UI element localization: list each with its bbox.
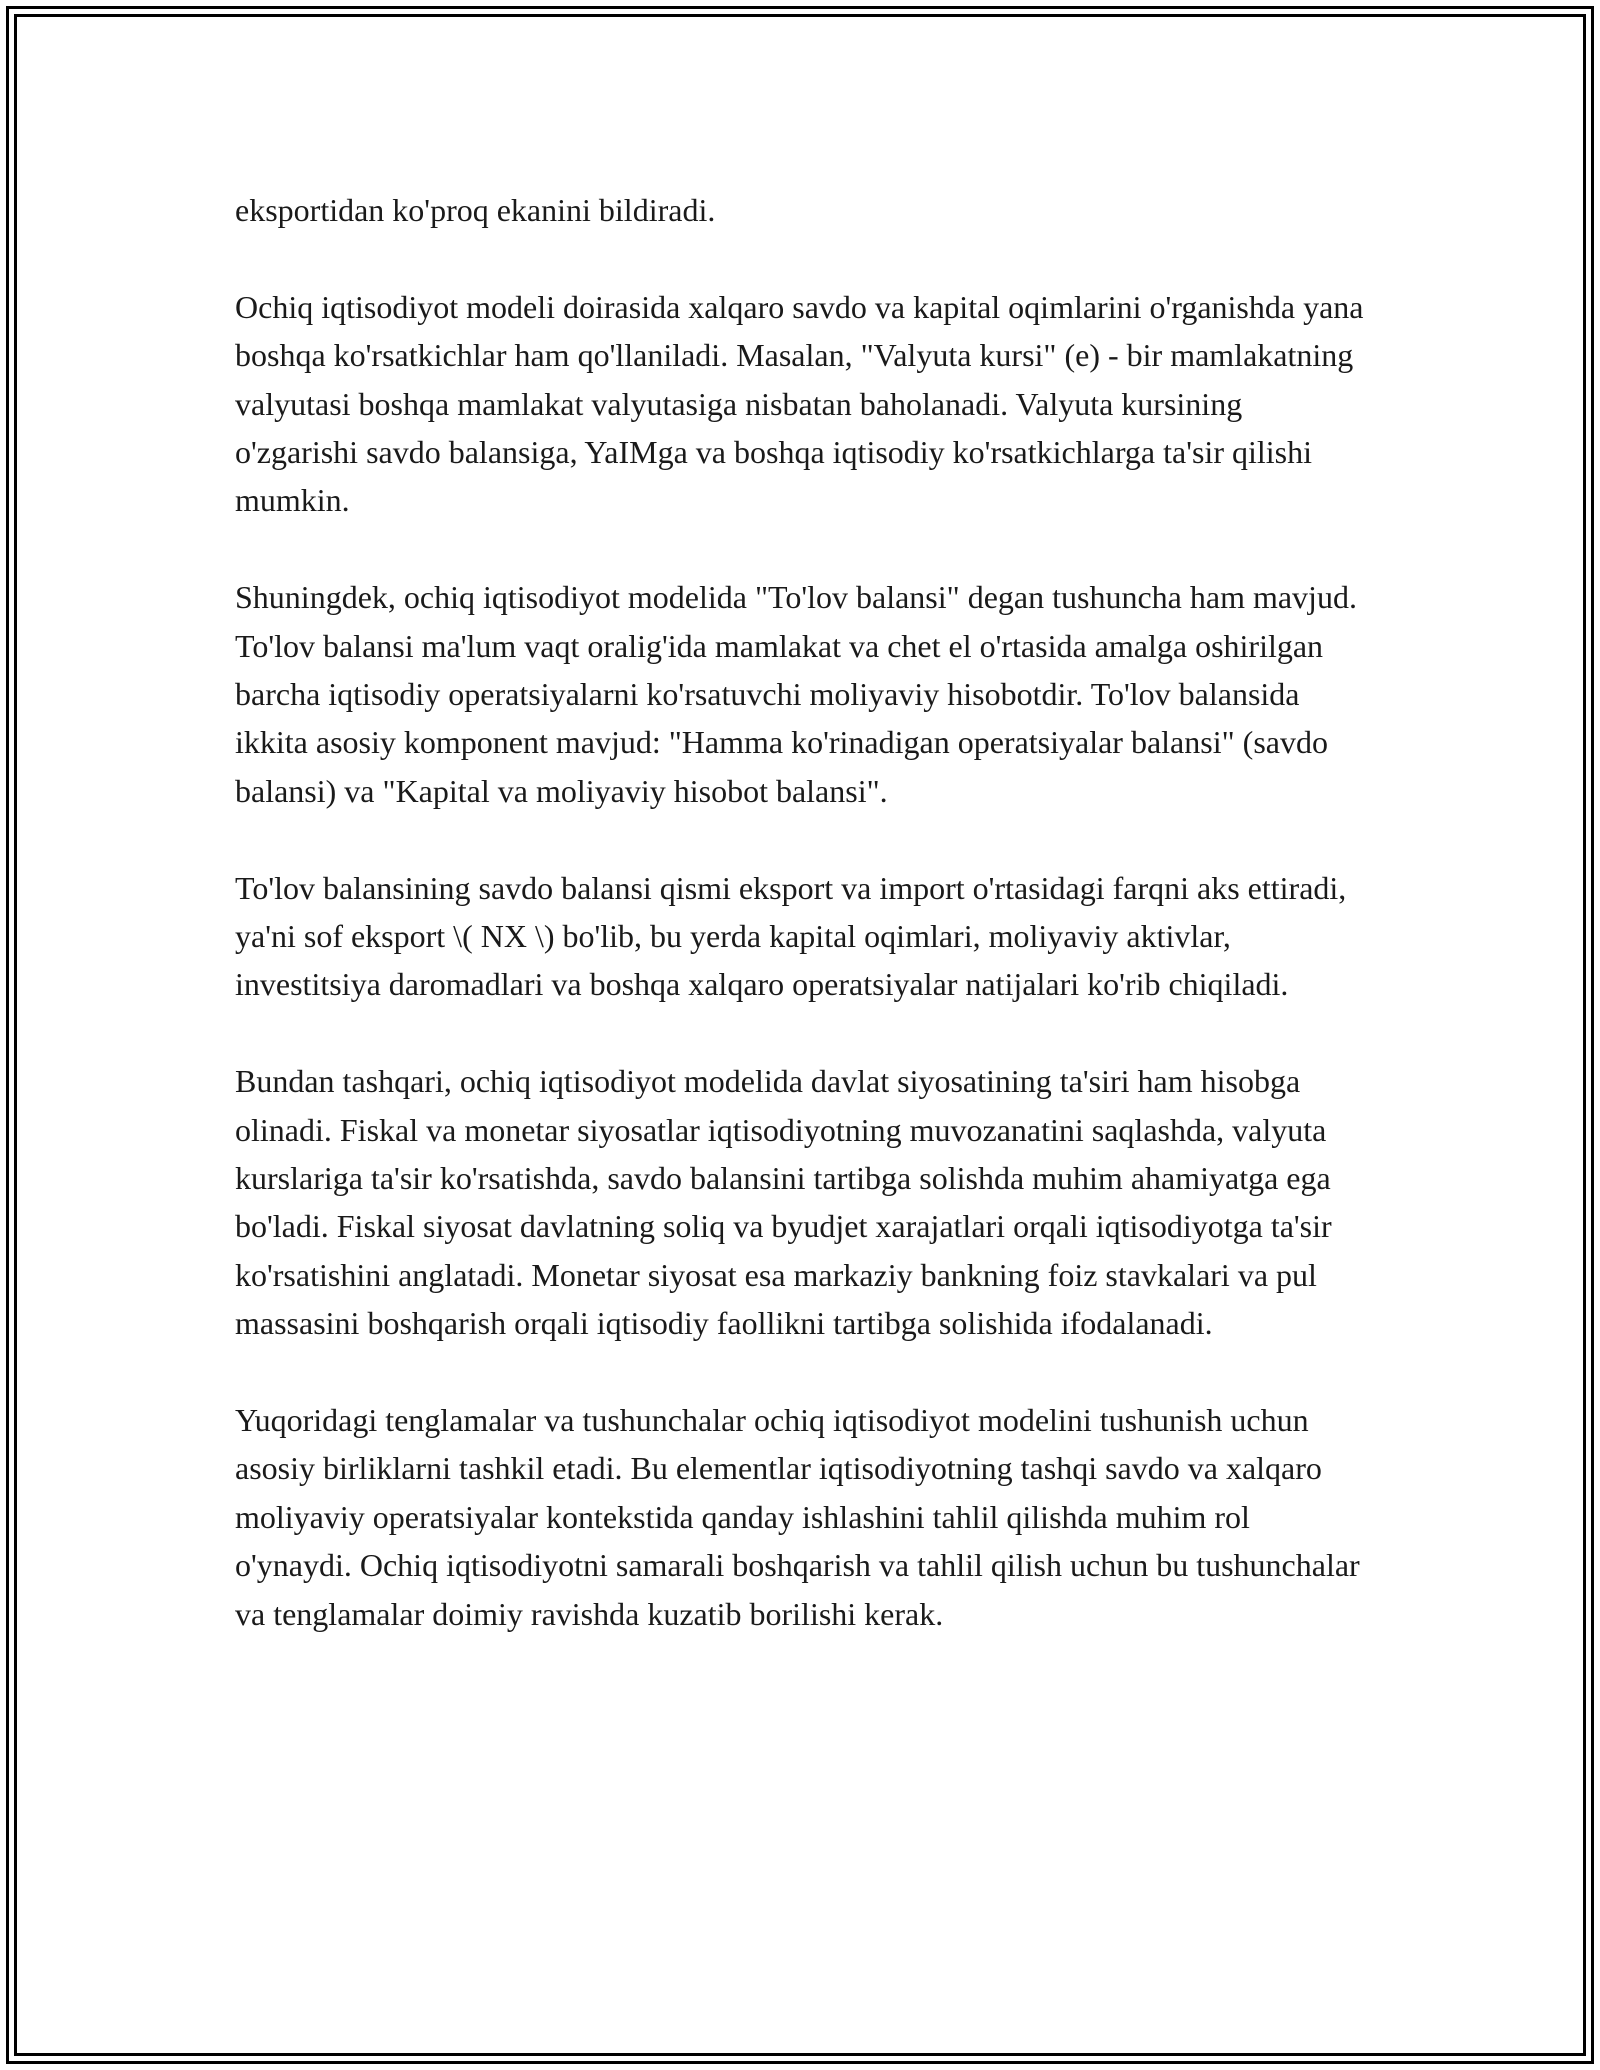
- paragraph-continuation: eksportidan ko'proq ekanini bildiradi.: [235, 192, 716, 228]
- paragraph-government-policy: Bundan tashqari, ochiq iqtisodiyot modelida davlat siyosatining ta'siri ham hisobga olinadi. Fiskal va monetar siyosatlar iqtisodiyotning muvozanatini saqlashda, valyuta kurslariga ta'sir ko'rsatishda, savdo balansini tartibga solishda muhim ahamiyatga ega bo'ladi. Fiskal siyosat davlatning soliq va byudjet xarajatlari orqali iqtisodiyotga ta'sir ko'rsatishini anglatadi. Monetar siyosat esa markaziy bankning foiz stavkalari va pul massasini boshqarish orqali iqtisodiy faollikni tartibga solishida ifodalanadi.: [235, 1063, 1332, 1342]
- paragraph-exchange-rate: Ochiq iqtisodiyot modeli doirasida xalqaro savdo va kapital oqimlarini o'rganishda yana boshqa ko'rsatkichlar ham qo'llaniladi. Masalan, "Valyuta kursi" (e) - bir mamlakatning valyutasi boshqa mamlakat valyutasiga nisbatan baholanadi. Valyuta kursining o'zgarishi savdo balansiga, YaIMga va boshqa iqtisodiy ko'rsatkichlarga ta'sir qilishi mumkin.: [235, 288, 1364, 519]
- paragraph-trade-balance: To'lov balansining savdo balansi qismi eksport va import o'rtasidagi farqni aks ettiradi, ya'ni sof eksport \( NX \) bo'lib, bu yerda kapital oqimlari, moliyaviy aktivlar, investitsiya daromadlari va boshqa xalqaro operatsiyalar natijalari ko'rib chiqiladi.: [235, 869, 1347, 1003]
- paragraph-balance-of-payments: Shuningdek, ochiq iqtisodiyot modelida "To'lov balansi" degan tushuncha ham mavjud. To'lov balansi ma'lum vaqt oralig'ida mamlakat va chet el o'rtasida amalga oshirilgan barcha iqtisodiy operatsiyalarni ko'rsatuvchi moliyaviy hisobotdir. To'lov balansida ikkita asosiy komponent mavjud: "Hamma ko'rinadigan operatsiyalar balansi" (savdo balansi) va "Kapital va moliyaviy hisobot balansi".: [235, 579, 1357, 809]
- document-body: [235, 186, 1370, 1687]
- paragraph-conclusion: Yuqoridagi tenglamalar va tushunchalar ochiq iqtisodiyot modelini tushunish uchun asosiy birliklarni tashkil etadi. Bu elementlar iqtisodiyotning tashqi savdo va xalqaro moliyaviy operatsiyalar kontekstida qanday ishlashini tahlil qilishda muhim rol o'ynaydi. Ochiq iqtisodiyotni samarali boshqarish va tahlil qilish uchun bu tushunchalar va tenglamalar doimiy ravishda kuzatib borilishi kerak.: [235, 1402, 1360, 1632]
